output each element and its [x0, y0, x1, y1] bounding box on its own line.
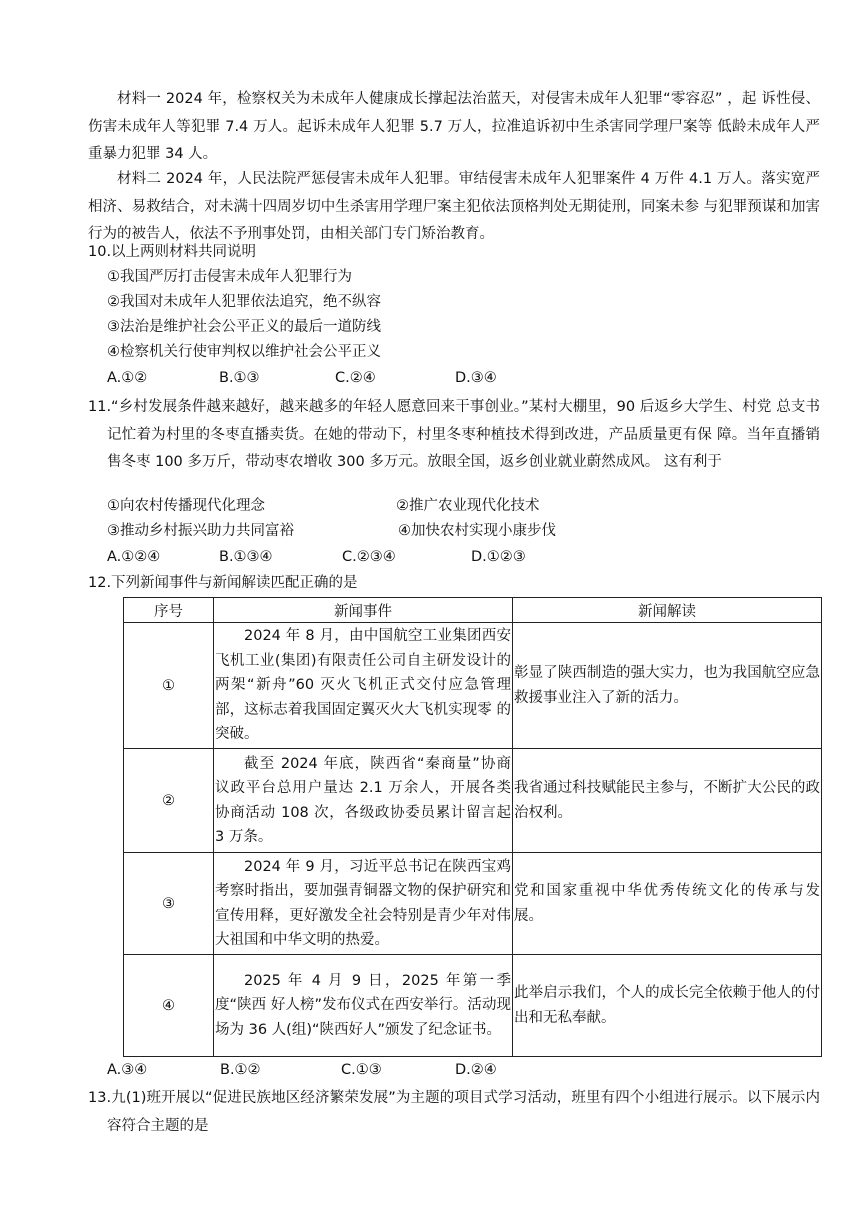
column-header: 新闻事件	[214, 598, 513, 623]
news-event: 2025 年 4 月 9 日，2025 年第一季度“陕西 好人榜”发布仪式在西安举行。活动现场为 36 人(组)“陕西好人”颁发了纪念证书。	[214, 955, 513, 1057]
q11-options	[107, 545, 627, 569]
option-b[interactable]: B.①③④	[219, 549, 273, 565]
table-header-row	[124, 598, 822, 623]
column-header: 新闻解读	[513, 598, 822, 623]
option-a[interactable]: A.③④	[107, 1062, 148, 1078]
q12-options	[107, 1058, 607, 1082]
news-event: 2024 年 9 月，习近平总书记在陕西宝鸡考察时指出，要加强青铜器文物的保护研究和宣传用释，更好激发全社会特别是青少年对伟大祖国和中华文明的热爱。	[214, 853, 513, 955]
q10-options	[107, 366, 607, 390]
q10-item: ①我国严厉打击侵害未成年人犯罪行为	[107, 269, 352, 285]
option-a[interactable]: A.①②	[107, 370, 148, 386]
question-10-stem: 10.以上两则材料共同说明	[88, 244, 257, 260]
row-number: ①	[124, 623, 214, 749]
row-number: ②	[124, 749, 214, 853]
news-interpretation: 党和国家重视中华优秀传统文化的传承与发 展。	[513, 853, 822, 955]
row-number: ③	[124, 853, 214, 955]
q11-item: ③推动乡村振兴助力共同富裕	[107, 523, 294, 539]
q11-item: ④加快农村实现小康步伐	[398, 523, 556, 539]
news-table	[123, 597, 822, 1057]
news-event: 2024 年 8 月，由中国航空工业集团西安飞机工业(集团)有限责任公司自主研发设计的两架“新舟”60 灭火飞机正式交付应急管理 部，这标志着我国固定翼灭火大飞机实现零 的突破。	[214, 623, 513, 749]
option-c[interactable]: C.②③④	[342, 549, 396, 565]
q10-item: ④检察机关行使审判权以维护社会公平正义	[107, 344, 381, 360]
row-number: ④	[124, 955, 214, 1057]
column-header: 序号	[124, 598, 214, 623]
option-b[interactable]: B.①②	[220, 1062, 261, 1078]
option-a[interactable]: A.①②④	[107, 549, 161, 565]
option-d[interactable]: D.①②③	[471, 549, 526, 565]
material-one: 材料一 2024 年，检察权关为未成年人健康成长撑起法治蓝天，对侵害未成年人犯罪“零容忍” ，起 诉性侵、伤害未成年人等犯罪 7.4 万人。起诉未成年人犯罪 5.7 万人，拉准追诉初中生杀害同学理尸案等 低龄未成年人严重暴力犯罪 34 人。	[88, 91, 820, 162]
q10-item: ②我国对未成年人犯罪依法追究，绝不纵容	[107, 294, 381, 310]
table-row	[124, 853, 822, 955]
table-row	[124, 955, 822, 1057]
question-11-stem: 11.“乡村发展条件越来越好，越来越多的年轻人愿意回来干事创业。”某村大棚里，90 后返乡大学生、村党 总支书记忙着为村里的冬枣直播卖货。在她的带动下，村里冬枣种植技术得到改进，产品质量更有保 障。当年直播销售冬枣 100 多万斤，带动枣农增收 300 多万元。放眼全国，返乡创业就业蔚然成风。 这有利于	[88, 399, 820, 470]
option-c[interactable]: C.①③	[341, 1062, 382, 1078]
question-12-stem: 12.下列新闻事件与新闻解读匹配正确的是	[88, 575, 358, 591]
option-c[interactable]: C.②④	[335, 370, 376, 386]
table-row	[124, 749, 822, 853]
q11-item: ②推广农业现代化技术	[396, 498, 540, 514]
news-interpretation: 彰显了陕西制造的强大实力，也为我国航空应急救援事业注入了新的活力。	[513, 623, 822, 749]
q10-item: ③法治是维护社会公平正义的最后一道防线	[107, 319, 381, 335]
option-d[interactable]: D.③④	[455, 370, 497, 386]
option-b[interactable]: B.①③	[219, 370, 260, 386]
table-row	[124, 623, 822, 749]
news-event: 截至 2024 年底，陕西省“秦商量”协商 议政平台总用户量达 2.1 万余人，开展各类 协商活动 108 次，各级政协委员累计留言起 3 万条。	[214, 749, 513, 853]
q11-item: ①向农村传播现代化理念	[107, 498, 265, 514]
material-two: 材料二 2024 年，人民法院严惩侵害未成年人犯罪。审结侵害未成年人犯罪案件 4 万件 4.1 万人。落实宽严相济、易救结合，对未满十四周岁切中生杀害用学理尸案主犯依法顶格判处无期徒刑，同案未参 与犯罪预谋和加害行为的被告人，依法不予刑事处罚，由相关部门专门矫治教育。	[88, 171, 820, 242]
news-interpretation: 我省通过科技赋能民主参与，不断扩大公民的政治权利。	[513, 749, 822, 853]
news-interpretation: 此举启示我们，个人的成长完全依赖于他人的付出和无私奉献。	[513, 955, 822, 1057]
option-d[interactable]: D.②④	[455, 1062, 497, 1078]
question-13-stem: 13.九(1)班开展以“促进民族地区经济繁荣发展”为主题的项目式学习活动，班里有四个小组进行展示。以下展示内容符合主题的是	[88, 1090, 820, 1134]
